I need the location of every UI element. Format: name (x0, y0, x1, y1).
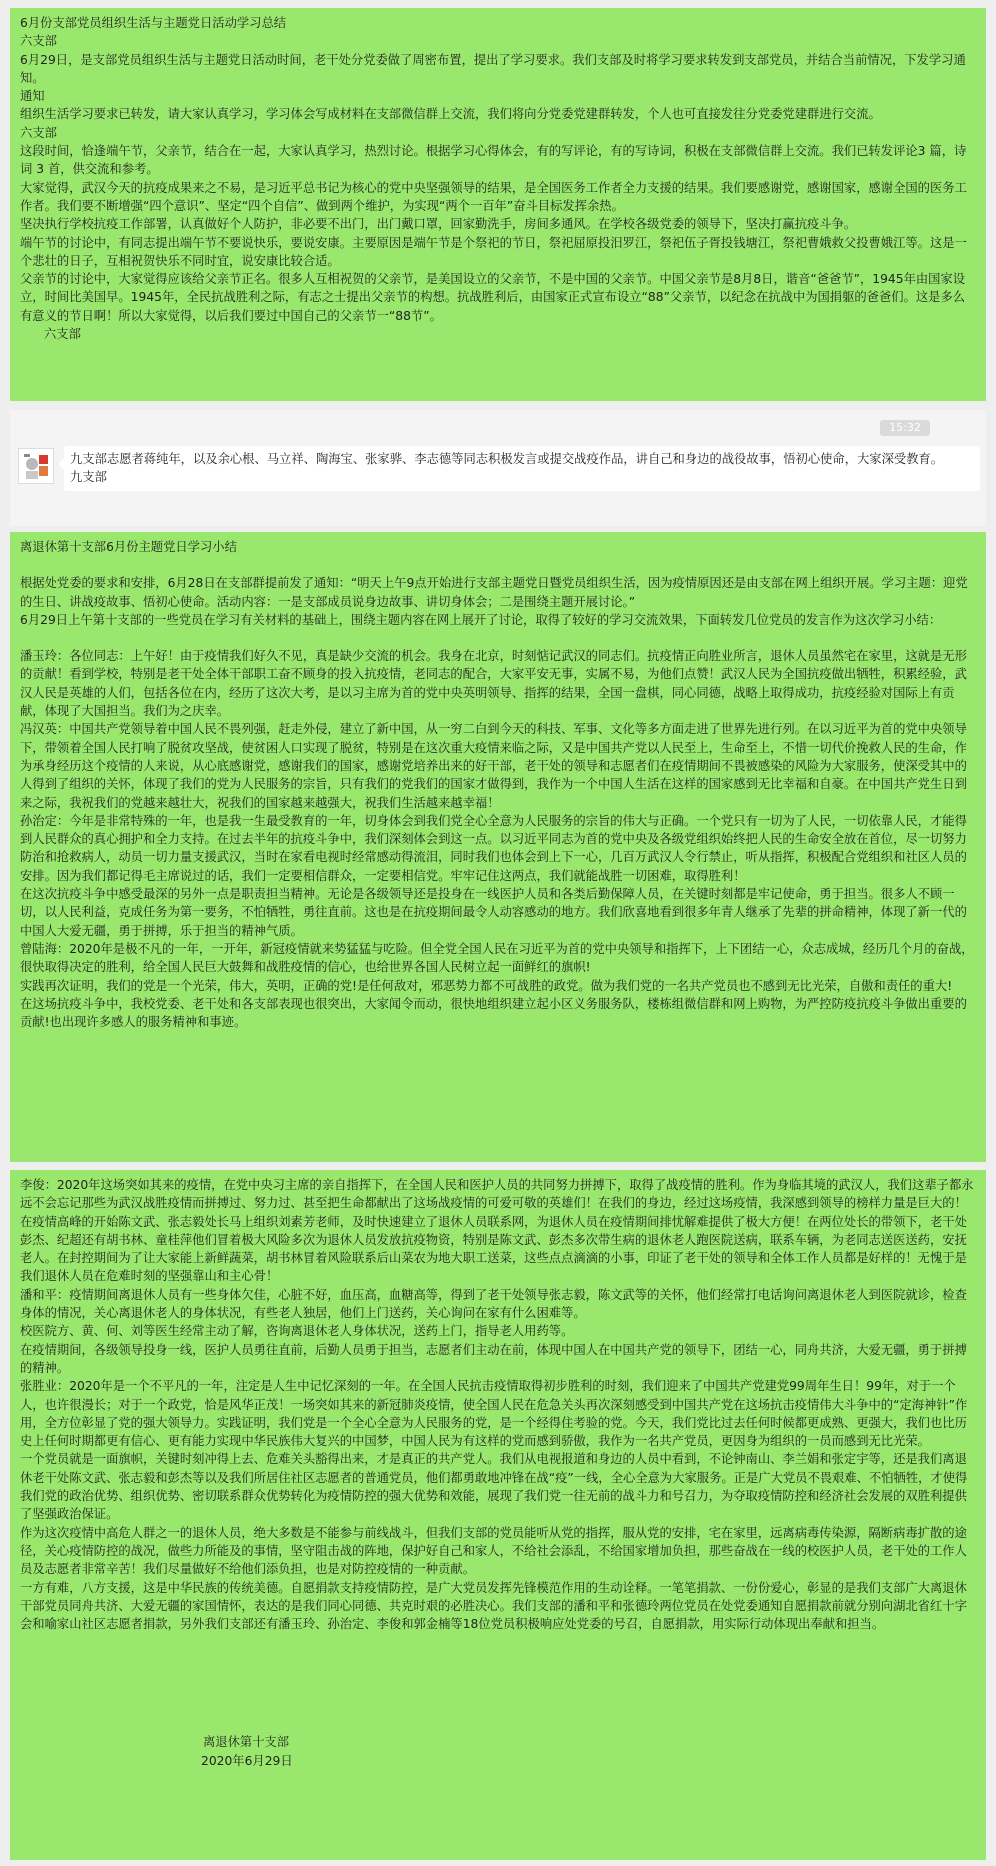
message-line: 这段时间，恰逢端午节，父亲节，结合在一起，大家认真学习，热烈讨论。根据学习心得体会，有的写评论，有的写诗词，积极在支部微信群上交流。我们已转发评论3 篇，诗词 3 首，供交流和参考。 (20, 144, 967, 177)
message-line: 在这场抗疫斗争中，我校党委、老干处和各支部表现也很突出，大家闻令而动，很快地组织建立起小区义务服务队，楼栋组微信群和网上购物，为严控防疫抗疫斗争做出重要的贡献!也出现许多感人的服务精神和事迹。 (20, 996, 967, 1030)
message-line: 根据处党委的要求和安排，6月28日在支部群提前发了通知：“明天上午9点开始进行支部主题党日暨党员组织生活，因为疫情原因还是由支部在网上组织开展。学习主题：迎党的生日、讲战疫故事、悟初心使命。活动内容：一是支部成员说身边故事、讲切身体会；二是围绕主题开展讨论。” (20, 576, 968, 609)
signature-org: 离退休第十支部 (203, 1735, 290, 1750)
message-line: 校医院方、黄、何、刘等医生经常主动了解，咨询离退休老人身体状况，送药上门，指导老人用药等。 (20, 1324, 574, 1339)
message-line: 6月29日上午第十支部的一些党员在学习有关材料的基础上，围绕主题内容在网上展开了讨论，取得了较好的学习交流效果，下面转发几位党员的发言作为这次学习小结： (20, 612, 942, 627)
message-line: 在疫情期间，各级领导投身一线，医护人员勇往直前，后勤人员勇于担当，志愿者们主动在前，体现中国人在中国共产党的领导下，团结一心，同舟共济，大爱无疆，勇于拼搏的精神。 (20, 1342, 967, 1375)
chat-row (10, 410, 986, 526)
message-title: 6月份支部党员组织生活与主题党日活动学习总结 (20, 16, 287, 30)
message-line: 6月29日，是支部党员组织生活与主题党日活动时间，老干处分党委做了周密布置，提出了学习要求。我们支部及时将学习要求转发到支部党员，并结合当前情况，下发学习通知。 (20, 52, 966, 85)
avatar[interactable] (18, 448, 54, 484)
message-line: 潘玉玲：各位同志：上午好！由于疫情我们好久不见，真是缺少交流的机会。我身在北京，时刻惦记武汉的同志们。抗疫情正向胜业所言，退休人员虽然宅在家里，这就是无形的贡献！看到学校，特别是老干处全体干部职工奋不顾身的投入抗疫情，老同志的配合，大家平安无事，实属不易，为他们点赞！武汉人民为全国抗疫做出牺牲，积累经验，武汉人民是英雄的人们，包括各位在内，经历了这次大考，是以习主席为首的党中央英明领导、指挥的结果，全国一盘棋，同心同德，战略上取得成功，抗疫经验对国际上有贡献，体现了大国担当。我们为之庆幸。 (20, 649, 967, 719)
message-text: 九支部志愿者蒋纯年，以及余心根、马立祥、陶海宝、张家骅、李志德等同志积极发言或提交战疫作品，讲自己和身边的战役故事，悟初心使命，大家深受教育。 (70, 452, 944, 466)
incoming-message-bubble[interactable] (64, 446, 980, 491)
message-title: 离退休第十支部6月份主题党日学习小结 (20, 540, 237, 554)
message-line: 坚决执行学校抗疫工作部署，认真做好个人防护，非必要不出门，出门戴口罩，回家勤洗手，房间多通风。在学校各级党委的领导下，坚决打赢抗疫斗争。 (20, 217, 857, 232)
message-line: 一方有难，八方支援，这是中华民族的传统美德。自愿捐款支持疫情防控，是广大党员发挥先锋模范作用的生动诠释。一笔笔捐款、一份份爱心，彰显的是我们支部广大离退休干部党员同舟共济、大爱无疆的家国情怀，表达的是我们同心同德、共克时艰的必胜决心。我们支部的潘和平和张德玲两位党员在处党委通知自愿捐款前就分别向湖北省红十字会和喻家山社区志愿者捐款，另外我们支部还有潘玉玲、孙治定、李俊和郭金楠等18位党员积极响应处党委的号召，自愿捐款，用实际行动体现出奉献和担当。 (20, 1580, 967, 1632)
message-line: 孙治定：今年是非常特殊的一年，也是我一生最受教育的一年，切身体会到我们党全心全意为人民服务的宗旨的伟大与正确。一个党只有一切为了人民，一切依靠人民，才能得到人民群众的真心拥护和全力支持。在过去半年的抗疫斗争中，我们深刻体会到这一点。以习近平同志为首的党中央及各级党组织始终把人民的生命安全放在首位，尽一切努力防治和抢救病人，动员一切力量支援武汉，当时在家看电视时经常感动得流泪，同时我们也体会到上下一心，几百万武汉人令行禁止，听从指挥，积极配合党组织和社区人员的安排。因为我们都记得毛主席说过的话，我们一定要相信群众，一定要相信党。牢牢记住这两点，我们就能战胜一切困难，取得胜利！ (20, 813, 967, 883)
message-bubble-1[interactable] (10, 8, 986, 401)
message-bubble-2[interactable] (10, 532, 986, 1162)
message-line: 冯汉英：中国共产党领导着中国人民不畏列强，赶走外侵，建立了新中国，从一穷二白到今天的科技、军事、文化等多方面走进了世界先进行列。在以习近平为首的党中央领导下，带领着全国人民打响了脱贫攻坚战，使贫困人口实现了脱贫，特别是在这次重大疫情来临之际，又是中国共产党以人民至上，生命至上，不惜一切代价挽救人民的生命，作为承身经历这个疫情的人来说，从心底感谢党，感谢我们的国家，感谢党培养出来的好干部，老干处的领导和志愿者们在疫情期间不畏被感染的风险为大家服务，使深受其中的人得到了组织的关怀，体现了我们的党为人民服务的宗旨，只有我们的党我们的国家才做得到，我作为一个中国人生活在这样的国家感到无比幸福和自豪。在中国共产党生日到来之际，我祝我们的党越来越壮大，祝我们的国家越来越强大，祝我们生活越来越幸福！ (20, 722, 967, 810)
message-signature: 九支部 (70, 470, 107, 485)
message-line: 张胜业：2020年是一个不平凡的一年，注定是人生中记忆深刻的一年。在全国人民抗击疫情取得初步胜利的时刻，我们迎来了中国共产党建党99周年生日！99年，对于一个人，也许很漫长；对于一个政党，恰是风华正茂！一场突如其来的新冠肺炎疫情，使全国人民在危急关头再次深刻感受到中国共产党在这场抗击疫情伟大斗争中的“定海神针”作用，全方位彰显了党的强大领导力。实践证明，我们党是一个全心全意为人民服务的党，是一个经得住考验的党。今天，我们党比过去任何时候都更成熟、更强大，我们也比历史上任何时期都更有信心、更有能力实现中华民族伟大复兴的中国梦，中国人民为有这样的党而感到骄傲，我作为一名共产党员，更因身为组织的一员而感到无比光荣。 (20, 1379, 968, 1449)
message-line (20, 629, 976, 647)
message-line: 父亲节的讨论中，大家觉得应该给父亲节正名。很多人互相祝贺的父亲节，是美国设立的父亲节，不是中国的父亲节。中国父亲节是8月8日，谐音“爸爸节”，1945年由国家设立，时间比美国早。1945年，全民抗战胜利之际，有志之士提出父亲节的构想。抗战胜利后，由国家正式宣布设立“88”父亲节，以纪念在抗战中为国捐躯的爸爸们。这是多么有意义的节日啊！所以大家觉得，以后我们要过中国自己的父亲节一“88节”。 (20, 272, 966, 323)
message-line: 通知 (20, 89, 45, 104)
message-line: 实践再次证明，我们的党是一个光荣，伟大，英明，正确的党!是任何敌对，邪恶势力都不可战胜的政党。做为我们党的一名共产党员也不感到无比光荣，自傲和责任的重大! (20, 978, 953, 993)
message-bubble-3[interactable] (10, 1170, 986, 1860)
message-line: 曾陆海：2020年是极不凡的一年，一开年，新冠疫情就来势猛猛与吃险。但全党全国人民在习近平为首的党中央领导和指挥下，上下团结一心，众志成城，经历几个月的奋战，很快取得决定的胜利，给全国人民巨大鼓舞和战胜疫情的信心，也给世界各国人民树立起一面鲜红的旗帜! (20, 941, 974, 975)
message-line: 作为这次疫情中高危人群之一的退休人员，绝大多数是不能参与前线战斗，但我们支部的党员能听从党的指挥，服从党的安排，宅在家里，远离病毒传染源，隔断病毒扩散的途径，关心疫情防控的战况，做些力所能及的事情，坚守阻击战的阵地，保护好自己和家人，不给社会添乱，不给国家增加负担，那些奋战在一线的校医护人员，老干处的工作人员及志愿者非常辛苦！我们尽量做好不给他们添负担，也是对防控疫情的一种贡献。 (20, 1525, 967, 1577)
message-line: 大家觉得，武汉今天的抗疫成果来之不易，是习近平总书记为核心的党中央坚强领导的结果，是全国医务工作者全力支援的结果。我们要感谢党，感谢国家，感谢全国的医务工作者。我们要不断增强“四个意识”、坚定“四个自信”、做到两个维护，为实现“两个一百年”奋斗目标发挥余热。 (20, 180, 967, 213)
message-line: 组织生活学习要求已转发，请大家认真学习，学习体会写成材料在支部微信群上交流，我们将向分党委党建群转发，个人也可直接发往分党委党建群进行交流。 (20, 107, 881, 122)
message-line: 六支部 (20, 125, 57, 140)
avatar-image-icon (19, 449, 53, 483)
message-line: 在这次抗疫斗争中感受最深的另外一点是职责担当精神。无论是各级领导还是投身在一线医护人员和各类后勤保障人员，在关键时刻都是牢记使命，勇于担当。很多人不顾一切，以人民利益，克成任务为第一要务，不怕牺牲，勇往直前。这也是在抗疫期间最令人动容感动的地方。我们欣喜地看到很多年青人继承了先辈的拼命精神，体现了新一代的中国人大爱无疆，勇于拼搏，乐于担当的精神气质。 (20, 887, 967, 938)
message-line: 六支部 (20, 34, 57, 49)
spacer (20, 1633, 976, 1733)
message-line: 端午节的讨论中，有同志提出端午节不要说快乐，要说安康。主要原因是端午节是个祭祀的节日，祭祀屈原投汨罗江，祭祀伍子胥投钱塘江，祭祀曹娥救父投曹娥江等。这是一个悲壮的日子，互相祝贺快乐不同时宜，说安康比较合适。 (20, 235, 967, 268)
message-line: 李俊：2020年这场突如其来的疫情，在党中央习主席的亲自指挥下，在全国人民和医护人员的共同努力拼搏下，取得了战疫情的胜利。作为身临其境的武汉人，我们这辈子都永远不会忘记那些为武汉战胜疫情而拼搏过、努力过、甚至把生命都献出了这场战疫情的可爱可敬的英雄们！在我们的身边，经过这场疫情，我深感到领导的榜样力量是巨大的！在疫情高峰的开始陈文武、张志毅处长马上组织刘素芳老师，及时快速建立了退休人员联系网，为退休人员在疫情期间排忧解难提供了极大方便！在两位处长的带领下，老干处彭杰、纪超还有胡书林、童桂萍他们冒着极大风险多次为退休人员发放抗疫物资，特别是陈文武、彭杰多次带生病的退休老人跑医院送病，联系车辆，为老同志送医送药，安抚老人。在封控期间为了让大家能上新鲜蔬菜，胡书林冒着风险联系后山菜农为地大职工送菜，这些点点滴滴的小事，印证了老干处的领导和全体工作人员都是好样的！无愧于是我们退休人员在危难时刻的坚强靠山和主心骨！ (20, 1178, 974, 1284)
message-line (20, 556, 976, 574)
message-line: 一个党员就是一面旗帜，关键时刻冲得上去、危难关头豁得出来，才是真正的共产党人。我们从电视报道和身边的人员中看到，不论钟南山、李兰娟和张定宇等，还是我们离退休老干处陈文武、张志毅和彭杰等以及我们所居住社区志愿者的普通党员，他们都勇敢地冲锋在战“疫”一线，全心全意为大家服务。正是广大党员不畏艰难、不怕牺牲，才使得我们党的政治优势、组织优势、密切联系群众优势转化为疫情防控的强大优势和效能，展现了我们党一往无前的战斗力和号召力，为夺取疫情防控和经济社会发展的双胜利提供了坚强政治保证。 (20, 1452, 968, 1522)
message-line: 潘和平：疫情期间离退休人员有一些身体欠佳，心脏不好，血压高，血糖高等，得到了老干处领导张志毅，陈文武等的关怀，他们经常打电话询问离退休老人到医院就诊，检查身体的情况，关心离退休老人的身体状况，有些老人独居，他们上门送药，关心询问在家有什么困难等。 (20, 1287, 967, 1321)
signature-date: 2020年6月29日 (201, 1753, 293, 1768)
message-signature: 六支部 (44, 327, 81, 342)
timestamp: 15:32 (880, 420, 930, 436)
